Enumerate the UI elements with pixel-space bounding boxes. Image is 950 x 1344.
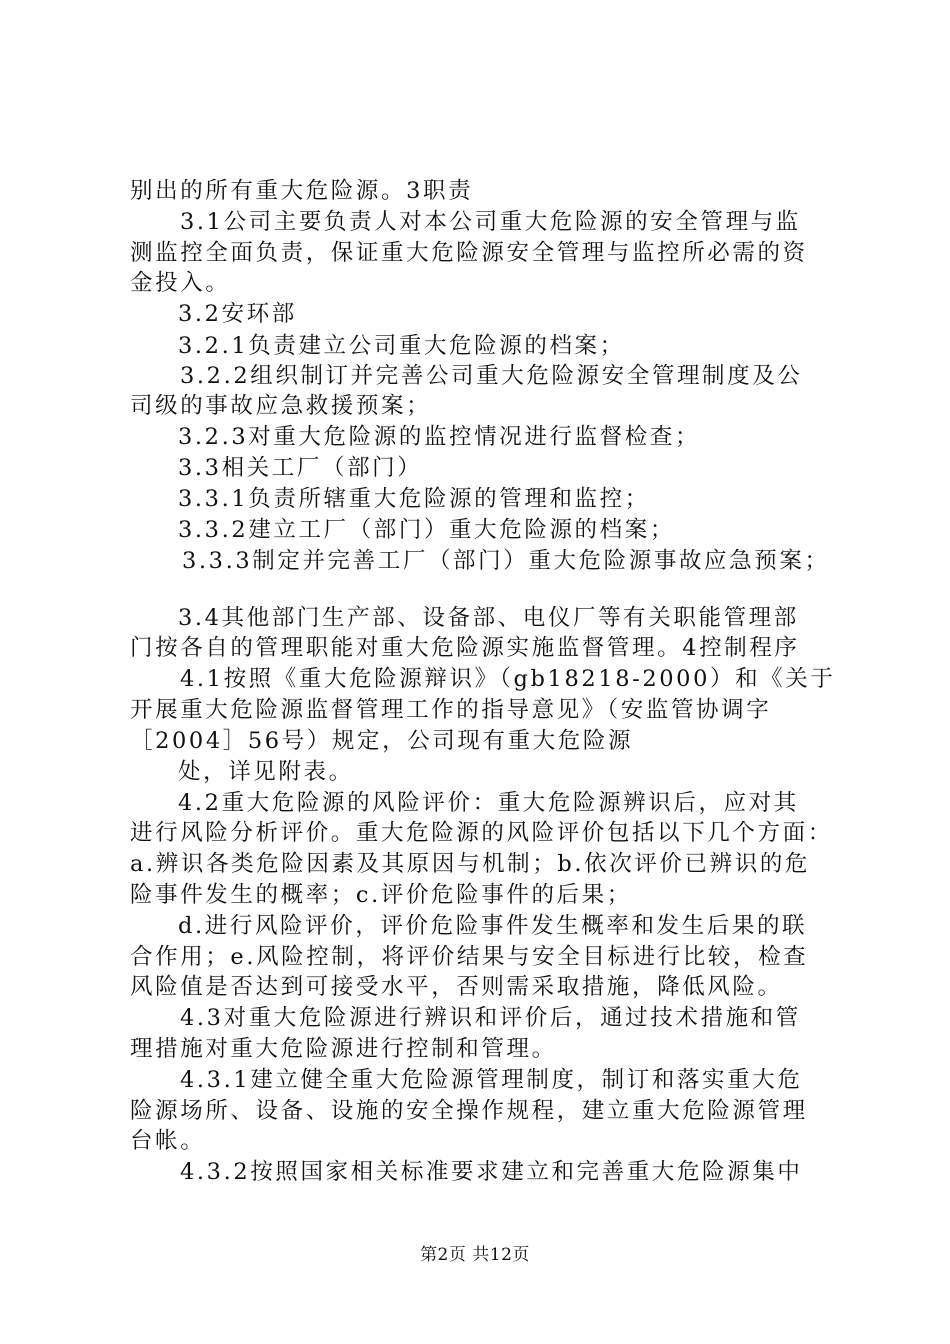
text-line: 3.3.1负责所辖重大危险源的管理和监控； (178, 486, 650, 512)
text-line: ［2004］56号）规定，公司现有重大危险源 (130, 728, 634, 754)
text-line: 4.3.2按照国家相关标准要求建立和完善重大危险源集中 (180, 1159, 803, 1185)
text-line: 3.3.3制定并完善工厂（部门）重大危险源事故应急预案； (182, 548, 830, 574)
text-line: 3.2.1负责建立公司重大危险源的档案； (178, 333, 625, 359)
text-line: 3.4其他部门生产部、设备部、电仪厂等有关职能管理部 (178, 605, 799, 631)
text-line: 3.1公司主要负责人对本公司重大危险源的安全管理与监 (180, 209, 801, 235)
page-footer: 第2页 共12页 (420, 1245, 530, 1265)
text-line: 风险值是否达到可接受水平，否则需采取措施，降低风险。 (130, 974, 783, 1000)
text-line: 处，详见附表。 (178, 759, 354, 785)
text-line: 3.3.2建立工厂（部门）重大危险源的档案； (178, 517, 675, 543)
text-line: 门按各自的管理职能对重大危险源实施监督管理。4控制程序 (130, 635, 800, 661)
text-line: 台帐。 (130, 1128, 206, 1154)
text-line: 司级的事故应急救援预案； (130, 393, 432, 419)
text-line: 险事件发生的概率；c.评价危险事件的后果； (130, 882, 632, 908)
text-line: 4.1按照《重大危险源辩识》（gb18218-2000）和《关于 (180, 666, 836, 692)
text-line: a.辨识各类危险因素及其原因与机制；b.依次评价已辨识的危 (130, 851, 811, 877)
text-line: 3.2.2组织制订并完善公司重大危险源安全管理制度及公 (180, 363, 803, 389)
text-line: 别出的所有重大危险源。3职责 (130, 178, 474, 204)
text-line: 理措施对重大危险源进行控制和管理。 (130, 1036, 557, 1062)
text-line: 3.3相关工厂（部门） (178, 455, 423, 481)
text-line: 险源场所、设备、设施的安全操作规程，建立重大危险源管理 (130, 1098, 808, 1124)
text-line: 3.2.3对重大危险源的监控情况进行监督检查； (178, 424, 701, 450)
text-line: 4.3对重大危险源进行辨识和评价后，通过技术措施和管 (180, 1005, 801, 1031)
text-line: 金投入。 (130, 270, 231, 296)
text-line: 开展重大危险源监督管理工作的指导意见》（安监管协调字 (130, 697, 772, 723)
text-line: 测监控全面负责，保证重大危险源安全管理与监控所必需的资 (130, 240, 808, 266)
text-line: 进行风险分析评价。重大危险源的风险评价包括以下几个方面： (130, 820, 833, 846)
text-line: 合作用；e.风险控制，将评价结果与安全目标进行比较，检查 (130, 944, 809, 970)
text-line: 4.2重大危险源的风险评价：重大危险源辨识后，应对其 (178, 790, 799, 816)
text-line: 4.3.1建立健全重大危险源管理制度，制订和落实重大危 (180, 1067, 803, 1093)
text-line: 3.2安环部 (178, 301, 297, 327)
text-line: d.进行风险评价，评价危险事件发生概率和发生后果的联 (178, 913, 808, 939)
